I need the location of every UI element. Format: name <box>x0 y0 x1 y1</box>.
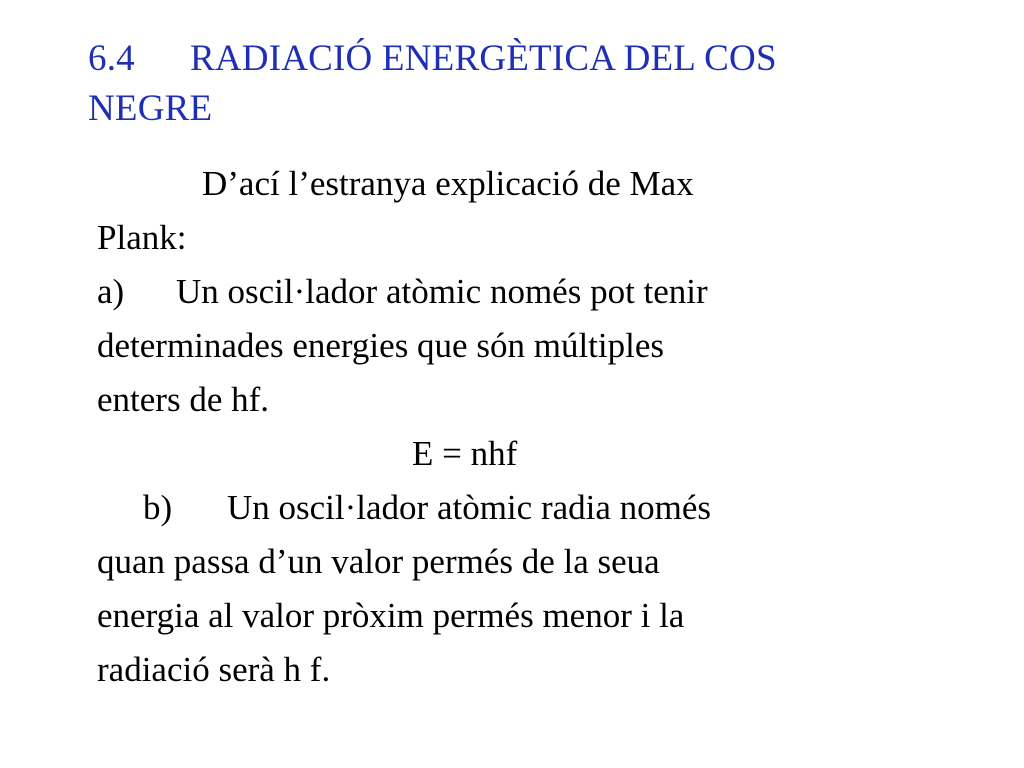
item-b-text: Un oscil·lador atòmic radia només <box>227 488 712 527</box>
section-number: 6.4 <box>88 38 135 79</box>
item-a-line-2: determinades energies que són múltiples <box>97 326 664 365</box>
item-b-line-2: quan passa d’un valor permés de la seua <box>97 542 660 581</box>
item-b-line-4: radiació serà h f. <box>97 650 331 689</box>
energy-formula: E = nhf <box>412 434 518 473</box>
item-a-line-1 <box>97 270 708 314</box>
item-b-line-1 <box>143 486 711 530</box>
item-a-marker: a) <box>97 272 125 311</box>
intro-line-1: D’ací l’estranya explicació de Max <box>202 164 694 203</box>
slide-title-line-2: NEGRE <box>88 88 213 129</box>
item-b-marker: b) <box>143 488 173 527</box>
item-a-text: Un oscil·lador atòmic només pot tenir <box>176 272 708 311</box>
item-a-line-3: enters de hf. <box>97 380 270 419</box>
intro-line-2: Plank: <box>97 218 187 257</box>
slide-title-text: RADIACIÓ ENERGÈTICA DEL COS <box>190 38 777 79</box>
item-b-line-3: energia al valor pròxim permés menor i la <box>97 596 685 635</box>
slide-title <box>88 34 988 134</box>
slide-title-line-1 <box>88 34 988 84</box>
